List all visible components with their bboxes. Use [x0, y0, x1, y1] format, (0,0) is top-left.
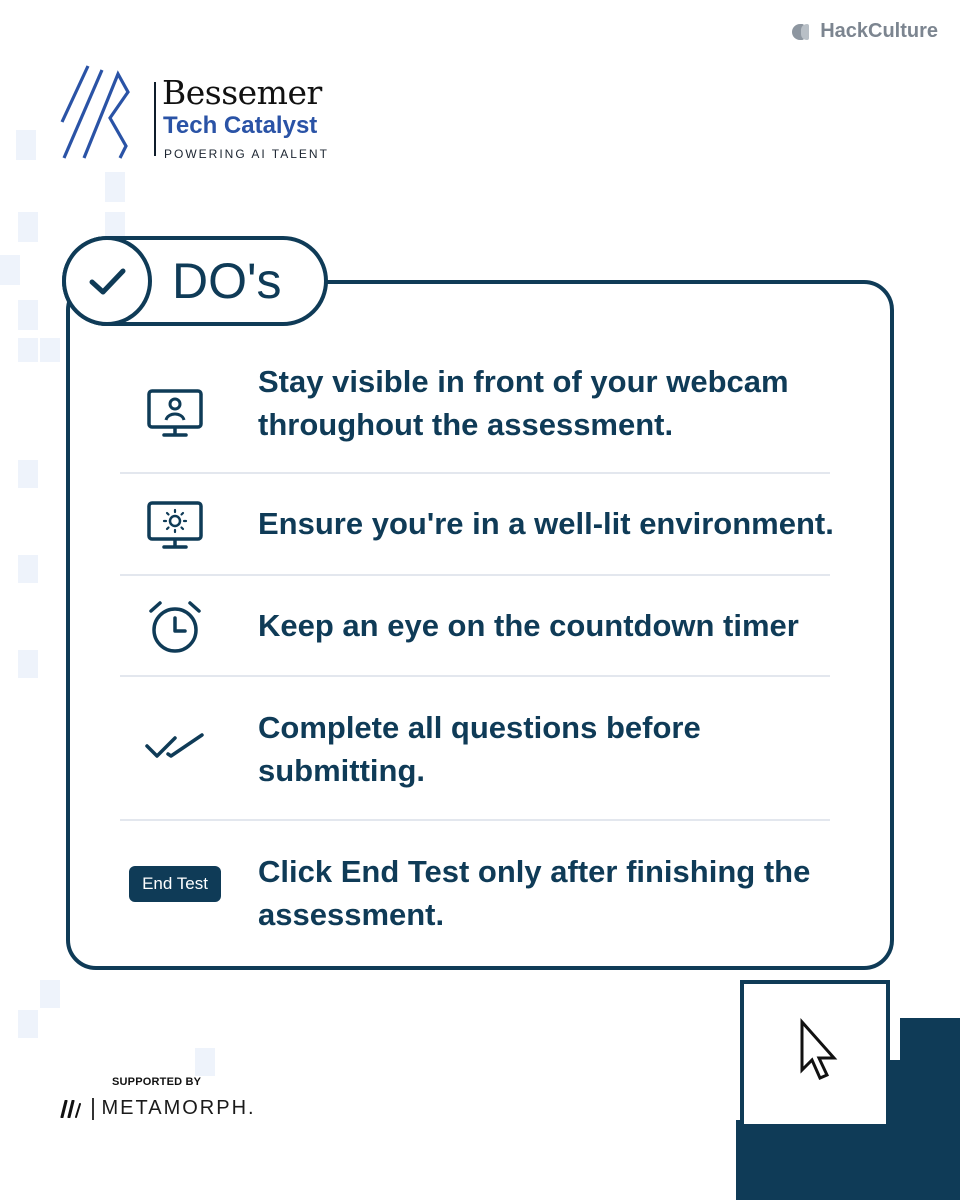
bg-square [18, 338, 38, 362]
logo-divider [154, 82, 156, 156]
sponsor-name: METAMORPH. [101, 1097, 256, 1119]
item-text: Stay visible in front of your webcam throughout the assessment. [258, 364, 789, 442]
end-test-badge [120, 866, 230, 902]
hackculture-brand [792, 20, 938, 43]
check-circle [62, 236, 152, 326]
item-text: Keep an eye on the countdown timer [258, 608, 799, 643]
bg-square [40, 980, 60, 1008]
checkmark-icon [66, 240, 148, 322]
alarm-clock-icon [120, 598, 230, 656]
bg-square [18, 650, 38, 678]
item-text: Complete all questions before submitting. [258, 710, 701, 788]
bg-square [18, 300, 38, 330]
bg-square [195, 1048, 215, 1076]
tech-catalyst-wordmark: Tech Catalyst [163, 112, 318, 139]
divider [120, 574, 830, 576]
webcam-user-icon [120, 388, 230, 438]
list-item [120, 362, 830, 462]
bg-square [0, 255, 20, 285]
decor-block [783, 1160, 823, 1200]
list-item [120, 494, 834, 554]
bg-square [18, 460, 38, 488]
metamorph-logo [60, 1097, 256, 1120]
cursor-box [740, 980, 890, 1128]
bessemer-wordmark: Bessemer [162, 73, 322, 112]
hackculture-logo-icon [792, 22, 814, 42]
double-check-icon [120, 732, 230, 764]
item-text: Click End Test only after finishing the assessment. [258, 854, 811, 932]
dos-header-pill [62, 236, 328, 326]
section-title: DO's [172, 253, 282, 309]
list-item [120, 596, 830, 656]
divider [120, 819, 830, 821]
list-item [120, 850, 830, 940]
logo-tagline: POWERING AI TALENT [164, 147, 329, 161]
bg-square [18, 1010, 38, 1038]
list-item [120, 706, 830, 796]
divider [120, 472, 830, 474]
bg-square [18, 555, 38, 583]
bg-square [16, 130, 36, 160]
hackculture-name: HackCulture [820, 20, 938, 42]
supported-by-label: SUPPORTED BY [112, 1076, 202, 1088]
bg-square [105, 172, 125, 202]
cursor-icon [794, 1018, 844, 1088]
bg-square [40, 338, 60, 362]
decor-block [736, 1120, 960, 1200]
divider [120, 675, 830, 677]
bg-square [18, 212, 38, 242]
item-text: Ensure you're in a well-lit environment. [258, 506, 834, 541]
bessemer-mark-icon [58, 62, 138, 162]
metamorph-divider [92, 1098, 94, 1120]
metamorph-mark-icon [60, 1100, 84, 1118]
monitor-brightness-icon [120, 500, 230, 550]
bessemer-logo [58, 62, 358, 167]
end-test-badge-label: End Test [129, 866, 221, 902]
